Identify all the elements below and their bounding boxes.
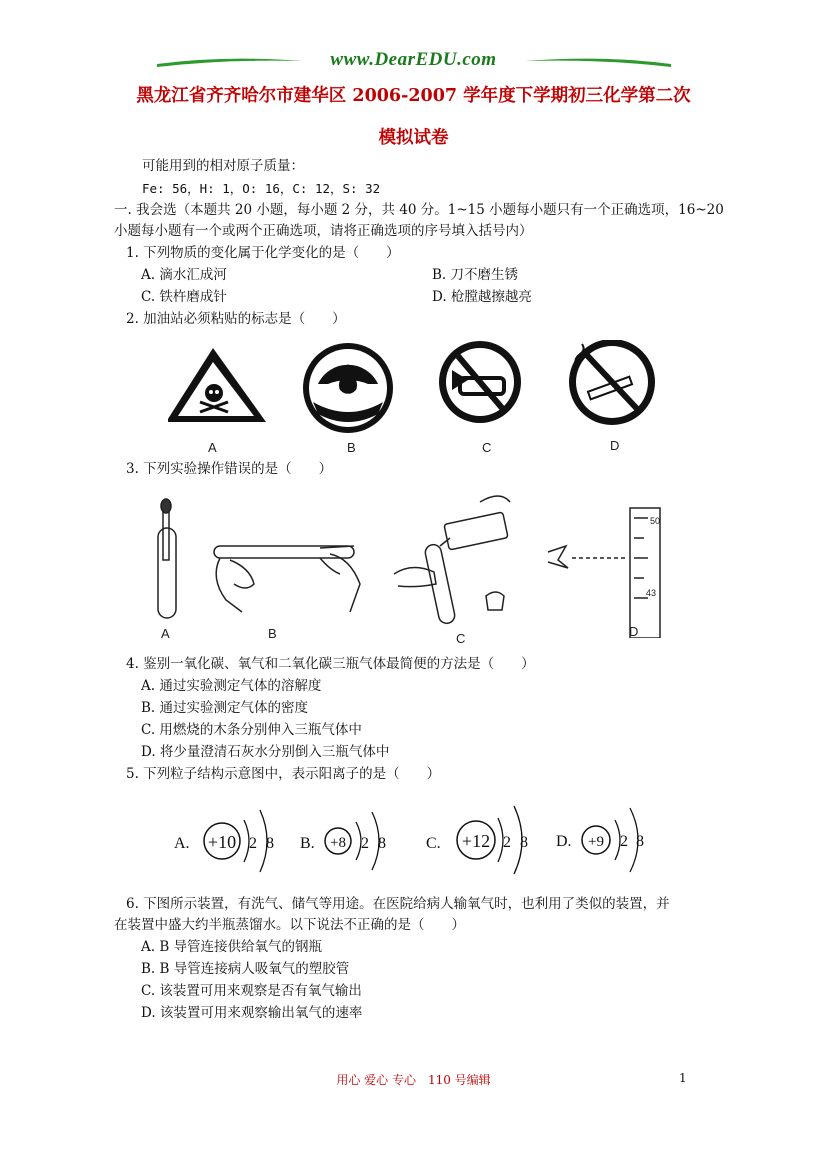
svg-text:D.: D.	[556, 833, 572, 850]
svg-text:B.: B.	[300, 835, 315, 852]
no-sounding-sign-icon	[439, 341, 521, 423]
reading-cylinder-icon	[548, 508, 660, 638]
svg-text:2: 2	[503, 834, 511, 851]
q3-label-c: C	[456, 631, 466, 646]
atom-diagram-b	[300, 812, 386, 870]
corrosive-sign-icon	[303, 343, 393, 433]
q6-option-a: A. B 导管连接供给氧气的钢瓶	[141, 939, 323, 955]
q5-stem: 5. 下列粒子结构示意图中，表示阳离子的是（ ）	[126, 766, 441, 782]
page-number: 1	[679, 1071, 687, 1085]
q2-stem: 2. 加油站必须粘贴的标志是（ ）	[126, 311, 346, 327]
header-swoosh-right	[523, 55, 673, 71]
atom-diagram-c	[426, 806, 528, 874]
q4-option-a: A. 通过实验测定气体的溶解度	[141, 678, 322, 694]
section-intro-line2: 小题每小题有一个或两个正确选项，请将正确选项的序号填入括号内）	[114, 223, 533, 239]
svg-text:+10: +10	[207, 832, 237, 852]
svg-text:8: 8	[636, 833, 644, 850]
svg-text:8: 8	[520, 834, 528, 851]
site-url[interactable]: www.DearEDU.com	[330, 49, 497, 70]
q6-option-d: D. 该装置可用来观察输出氧气的速率	[141, 1005, 363, 1021]
q2-label-c: C	[482, 440, 492, 455]
svg-text:2: 2	[249, 835, 257, 852]
page-title-line1: 黑龙江省齐齐哈尔市建华区 2006-2007 学年度下学期初三化学第二次	[136, 86, 691, 106]
q3-label-a: A	[161, 626, 170, 641]
cylinder-scale-top: 50	[650, 516, 661, 526]
q3-stem: 3. 下列实验操作错误的是（ ）	[126, 461, 333, 477]
atomic-mass-label: 可能用到的相对原子质量：	[142, 158, 304, 174]
q4-option-c: C. 用燃烧的木条分别伸入三瓶气体中	[141, 722, 362, 738]
svg-text:+12: +12	[461, 831, 491, 851]
svg-text:+9: +9	[588, 834, 604, 850]
atom-diagram-a	[174, 810, 274, 872]
footer-text: 用心 爱心 专心 110 号编辑	[336, 1073, 491, 1087]
svg-text:8: 8	[378, 835, 386, 852]
svg-text:A.: A.	[174, 835, 190, 852]
q3-lab-figure	[150, 488, 670, 638]
q4-stem: 4. 鉴别一氧化碳、氧气和二氧化碳三瓶气体最简便的方法是（ ）	[126, 656, 535, 672]
dropper-tube-icon	[158, 499, 176, 618]
q3-label-d: D	[629, 624, 639, 639]
q6-option-c: C. 该装置可用来观察是否有氧气输出	[141, 983, 362, 999]
q1-stem: 1. 下列物质的变化属于化学变化的是（ ）	[126, 245, 400, 261]
svg-text:2: 2	[620, 833, 628, 850]
cylinder-scale-bottom: 43	[646, 588, 657, 598]
q6-option-b: B. B 导管连接病人吸氧气的塑胶管	[141, 961, 350, 977]
no-smoking-sign-icon	[569, 340, 655, 425]
poison-sign-icon	[168, 348, 266, 422]
section-intro-line1: 一. 我会选（本题共 20 小题，每小题 2 分，共 40 分。1~15 小题每小题只有一个正确选项，16~20	[114, 202, 724, 218]
q4-option-d: D. 将少量澄清石灰水分别倒入三瓶气体中	[141, 744, 390, 760]
heating-tube-hands-icon	[214, 546, 360, 612]
q2-label-a: A	[208, 440, 217, 455]
svg-text:2: 2	[361, 835, 369, 852]
q2-label-d: D	[610, 438, 620, 453]
q1-option-d: D. 枪膛越擦越亮	[432, 289, 532, 305]
svg-text:8: 8	[266, 835, 274, 852]
q1-option-b: B. 刀不磨生锈	[432, 267, 519, 283]
svg-text:+8: +8	[330, 835, 346, 851]
q1-option-c: C. 铁杵磨成针	[141, 289, 227, 305]
q3-label-b: B	[268, 626, 277, 641]
atom-diagram-d	[556, 808, 644, 872]
q6-stem-line1: 6. 下图所示装置，有洗气、储气等用途。在医院给病人输氧气时，也利用了类似的装置，并	[126, 896, 670, 912]
q6-stem-line2: 在装置中盛大约半瓶蒸馏水。以下说法不正确的是（ ）	[114, 917, 465, 933]
q4-option-b: B. 通过实验测定气体的密度	[141, 700, 309, 716]
svg-text:C.: C.	[426, 835, 441, 852]
q2-label-b: B	[347, 440, 356, 455]
q1-option-a: A. 滴水汇成河	[141, 267, 227, 283]
q5-atom-diagrams	[170, 800, 660, 880]
atomic-mass-values: Fe: 56，H: 1，O: 16，C: 12，S: 32	[142, 181, 381, 196]
pouring-liquid-icon	[394, 496, 510, 625]
q2-signs-figure	[168, 340, 668, 460]
page-title-line2: 模拟试卷	[378, 128, 449, 148]
